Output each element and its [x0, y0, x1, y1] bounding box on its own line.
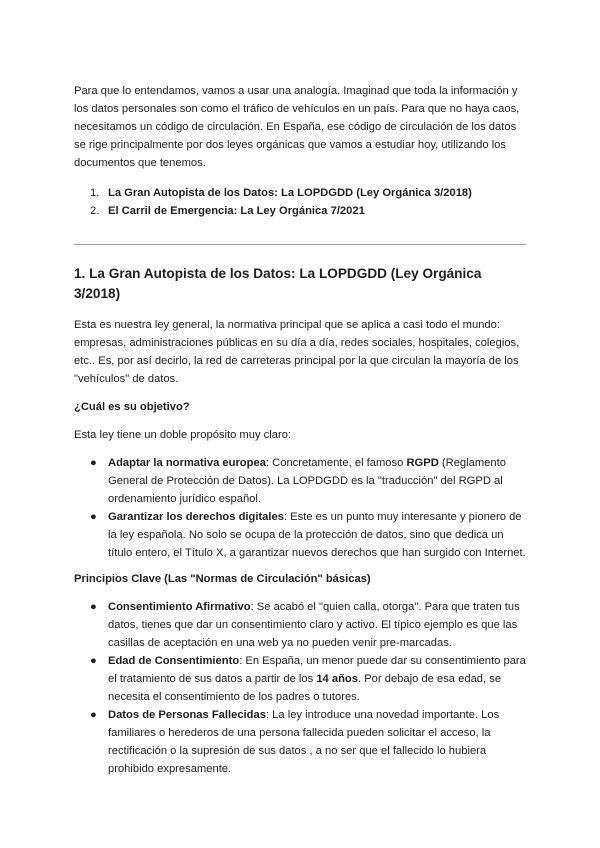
principle-title: Datos de Personas Fallecidas	[108, 709, 266, 721]
bullet-icon: ●	[90, 457, 97, 469]
principles-list	[74, 598, 526, 778]
principle-item	[74, 706, 526, 778]
section-heading: 1. La Gran Autopista de los Datos: La LOPDGDD (Ley Orgánica 3/2018)	[74, 266, 482, 301]
outline-number: 1.	[90, 187, 100, 199]
principle-title: Consentimiento Afirmativo	[108, 601, 251, 613]
objective-text-end: (Reglamento General de Protección de Datos). La LOPDGDD es la "traducción" del RGPD al ordenamiento jurídico español.	[108, 457, 506, 505]
principle-item	[74, 652, 526, 706]
document-body	[74, 82, 526, 786]
objective-text: : Concretamente, el famoso	[265, 457, 407, 469]
objective-intro: Esta ley tiene un doble propósito muy claro:	[74, 429, 292, 441]
principle-strong: 14 años	[316, 673, 358, 685]
principle-text: : La ley introduce una novedad importante. Los familiares o herederos de una persona fallecida pueden solicitar el acceso, la rectificación o la supresión de sus datos , a no ser que el fallecido lo hubiera prohibido expresamente.	[108, 709, 500, 775]
principles-heading: Principios Clave (Las "Normas de Circulación" básicas)	[74, 573, 371, 585]
bullet-icon: ●	[90, 601, 97, 613]
section-divider	[74, 244, 526, 245]
outline-number: 2.	[90, 205, 100, 217]
objective-item	[74, 454, 526, 508]
principle-title: Edad de Consentimiento	[108, 655, 240, 667]
objective-strong: RGPD	[406, 457, 439, 469]
outline-list	[74, 184, 526, 220]
principle-item	[74, 598, 526, 652]
bullet-icon: ●	[90, 655, 97, 667]
principle-text-end: . Por debajo de esa edad, se necesita el consentimiento de los padres o tutores.	[108, 673, 502, 703]
outline-text: El Carril de Emergencia: La Ley Orgánica 7/2021	[108, 205, 365, 217]
intro-paragraph: Para que lo entendamos, vamos a usar una analogía. Imaginad que toda la información y los datos personales son como el tráfico de vehículos en un país. Para que no haya caos, necesitamos un código de circulación. En España, ese código de circulación de los datos se rige principalmente por dos leyes orgánicas que vamos a estudiar hoy, utilizando los documentos que tenemos.	[74, 85, 520, 169]
objective-text: : Este es un punto muy interesante y pionero de la ley española. No solo se ocupa de la protección de datos, sino que dedica un título entero, el Título X, a garantizar nuevos derechos que han surgido con Internet.	[108, 511, 526, 559]
outline-text: La Gran Autopista de los Datos: La LOPDGDD (Ley Orgánica 3/2018)	[108, 187, 472, 199]
bullet-icon: ●	[90, 709, 97, 721]
bullet-icon: ●	[90, 511, 97, 523]
outline-item	[74, 184, 526, 202]
outline-item	[74, 202, 526, 220]
objectives-list	[74, 454, 526, 562]
section-paragraph: Esta es nuestra ley general, la normativa principal que se aplica a casi todo el mundo: empresas, administraciones públicas en su día a día, redes sociales, hospitales, colegios, etc.. Es, por así decirlo, la red de carreteras principal por la que circulan la mayoría de los "vehículos" de datos.	[74, 319, 520, 385]
objective-title: Adaptar la normativa europea	[108, 457, 266, 469]
principle-text: : Se acabó el "quien calla, otorga". Para que traten tus datos, tienes que dar un consentimiento claro y activo. El típico ejemplo es que las casillas de aceptación en una web ya no pueden venir pre-marcadas.	[108, 601, 520, 649]
objective-title: Garantizar los derechos digitales	[108, 511, 284, 523]
objective-heading: ¿Cuál es su objetivo?	[74, 401, 190, 413]
principle-text: : En España, un menor puede dar su consentimiento para el tratamiento de sus datos a partir de los	[108, 655, 526, 685]
objective-item	[74, 508, 526, 562]
